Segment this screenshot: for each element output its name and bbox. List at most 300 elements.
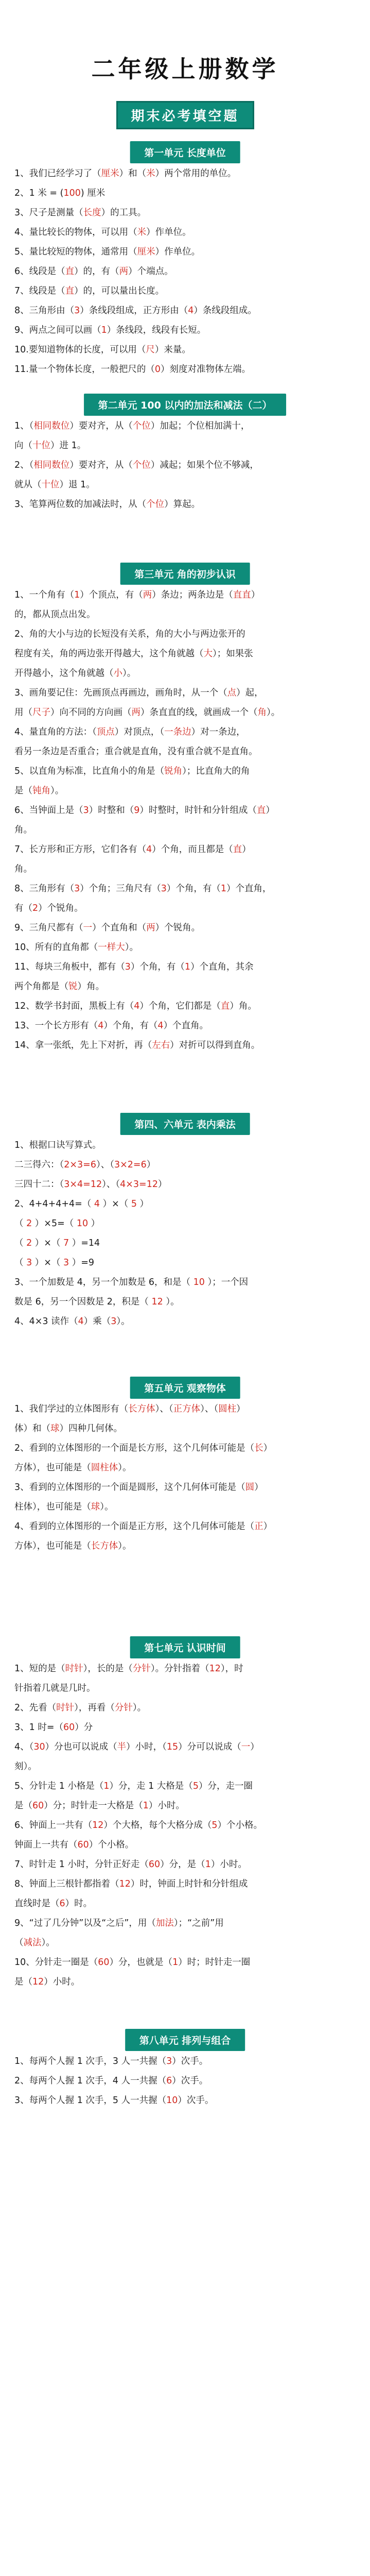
question-line — [14, 1933, 354, 1953]
question-text: 5、量比较短的物体，通常用（ — [14, 247, 137, 257]
question-line — [14, 1835, 354, 1855]
question-line — [14, 1253, 354, 1273]
answer-blank: 一 — [83, 923, 93, 933]
section-unit-3 — [14, 585, 354, 1055]
question-text: ）个直角。 — [163, 1021, 209, 1031]
answer-blank: 100 — [63, 188, 81, 198]
answer-blank: 6 — [59, 1899, 65, 1909]
question-text: 6、钟面上一共有（ — [14, 1820, 93, 1831]
answer-blank: 大 — [203, 649, 213, 659]
question-text: 角。 — [14, 864, 32, 874]
question-line — [14, 340, 354, 360]
question-text: ）条边；两条边是（ — [152, 590, 233, 600]
question-line — [14, 1894, 354, 1913]
question-line — [14, 223, 354, 242]
answer-blank: 角 — [257, 707, 267, 718]
question-line — [14, 664, 354, 683]
answer-blank: 1 — [172, 1957, 179, 1968]
section-unit-4-6 — [14, 1136, 354, 1331]
answer-blank: 厘米 — [137, 247, 155, 257]
answer-blank: 分针 — [132, 1664, 151, 1674]
question-text: 2、角的大小与边的长短没有关系，角的大小与两边张开的 — [14, 629, 245, 639]
question-text: 13、一个长方形有（ — [14, 1021, 98, 1031]
question-line — [14, 1679, 354, 1698]
question-text: ）进 1。 — [50, 440, 86, 451]
question-line — [14, 183, 354, 203]
question-line — [14, 2091, 354, 2110]
question-text: ）四种几何体。 — [59, 1423, 122, 1434]
answer-blank: 锐 — [68, 981, 78, 992]
answer-blank: 直 — [256, 805, 266, 816]
answer-blank: 长方体 — [128, 1404, 155, 1414]
question-text: ）个角，它们都是（ — [139, 1001, 221, 1011]
question-text: ）乘（ — [83, 1316, 111, 1327]
question-text: ） — [266, 805, 275, 816]
question-text: 4、4×3 读作（ — [14, 1316, 78, 1327]
question-line — [14, 1913, 354, 1933]
section-unit-2 — [14, 416, 354, 514]
answer-blank: 个位 — [132, 460, 151, 470]
answer-blank: 3 — [83, 805, 89, 816]
answer-blank: 4 — [157, 1021, 164, 1031]
question-text: ）分，走 1 大格是（ — [109, 1781, 193, 1791]
section-banner-unit-7: 第七单元 认识时间 — [130, 1636, 240, 1658]
question-text: ）对折可以得到直角。 — [170, 1040, 260, 1050]
section-banner-unit-2: 第二单元 100 以内的加法和减法（二） — [84, 394, 287, 416]
answer-blank: 球 — [91, 1502, 100, 1512]
question-line — [14, 585, 354, 605]
question-text: ）分，走一圈 — [198, 1781, 253, 1791]
answer-blank: 60 — [98, 1957, 110, 1968]
question-text: ）条线段组成。 — [193, 306, 257, 316]
answer-blank: 3 — [74, 884, 80, 894]
answer-blank: 4 — [146, 844, 152, 855]
question-line — [14, 1194, 354, 1214]
question-text: ）时。 — [65, 1899, 93, 1909]
answer-blank: 一样大 — [98, 942, 125, 953]
question-text: ） — [136, 1199, 149, 1209]
question-text: ）×（ — [100, 1199, 131, 1209]
question-text: ）、（ — [96, 1160, 114, 1170]
question-text: ）=14 — [69, 1238, 100, 1248]
question-text: ） — [254, 1482, 263, 1493]
answer-blank: 左右 — [152, 1040, 170, 1050]
question-text: 8、钟面上三根针都指着（ — [14, 1879, 119, 1889]
question-line — [14, 416, 354, 436]
answer-blank: 相同数位 — [33, 460, 70, 470]
answer-blank: 1 — [143, 1801, 149, 1811]
question-text: 是（ — [14, 786, 32, 796]
question-text: ）时；时针走一圈 — [178, 1957, 251, 1968]
question-line — [14, 455, 354, 475]
question-line — [14, 820, 354, 840]
question-text: ）次手。 — [172, 2056, 208, 2066]
answer-blank: 厘米 — [101, 168, 119, 179]
answer-blank: 1 — [220, 884, 227, 894]
question-text: ）个角，有（ — [166, 884, 221, 894]
question-line — [14, 1155, 354, 1175]
question-text: 3、笔算两位数的加减法时，从（ — [14, 499, 147, 510]
question-text: 8、三角形由（ — [14, 306, 75, 316]
question-line — [14, 742, 354, 761]
answer-blank: 10 — [193, 1277, 205, 1287]
answer-blank: 直 — [220, 1001, 230, 1011]
answer-blank: 4×3=12 — [120, 1179, 158, 1190]
question-text: ）。 — [118, 1541, 132, 1551]
answer-blank: 2×3=6 — [64, 1160, 96, 1170]
question-text: ）。 — [118, 1463, 132, 1473]
question-line — [14, 605, 354, 624]
subtitle-badge: 期末必考填空题 — [116, 101, 254, 129]
question-line — [14, 1292, 354, 1312]
answer-blank: 5 — [192, 1781, 199, 1791]
question-text: 6、线段是（ — [14, 266, 65, 277]
question-text: 2、先看（ — [14, 1703, 57, 1713]
question-text: ）个大格，每个大格分成（ — [103, 1820, 212, 1831]
question-text: ）个端点。 — [128, 266, 173, 277]
question-text: ）条直直的线，就画成一个（ — [140, 707, 258, 718]
answer-blank: 9 — [134, 805, 140, 816]
answer-blank: 顶点 — [96, 727, 115, 737]
question-text: （ — [14, 1938, 24, 1948]
question-text: ）、（ — [155, 1404, 173, 1414]
question-text: ）个角，有（ — [130, 962, 185, 972]
answer-blank: 12 — [92, 1820, 104, 1831]
answer-blank: 小 — [113, 668, 122, 679]
question-line — [14, 1175, 354, 1194]
question-line — [14, 360, 354, 379]
question-text: 数是 6，另一个因数是 2，积是（ — [14, 1297, 152, 1307]
question-text: ）个角，有（ — [103, 1021, 158, 1031]
question-line — [14, 436, 354, 455]
question-text: ）加起；个位相加满十， — [150, 421, 250, 431]
question-line — [14, 1737, 354, 1757]
question-text: 看另一条边是否重合；重合就是直角，没有重合就不是直角。 — [14, 747, 258, 757]
question-line — [14, 1419, 354, 1438]
answer-blank: 3 — [161, 884, 167, 894]
answer-blank: 尺子 — [32, 707, 50, 718]
answer-blank: 3 — [63, 1258, 69, 1268]
question-text: ）刻度对准物体左端。 — [160, 364, 251, 375]
answer-blank: 一 — [241, 1742, 251, 1752]
question-text: ) 厘米 — [80, 188, 105, 198]
question-line — [14, 879, 354, 899]
question-text: 5、分针走 1 小格是（ — [14, 1781, 104, 1791]
question-line — [14, 262, 354, 281]
question-text: 7、线段是（ — [14, 286, 65, 296]
question-text: 1、（ — [14, 421, 34, 431]
question-line — [14, 644, 354, 664]
question-text: 4、量直角的方法：（ — [14, 727, 97, 737]
question-text: 角。 — [14, 825, 32, 835]
question-text: ）次手。 — [178, 2095, 214, 2106]
section-unit-1 — [14, 164, 354, 379]
question-text: 就从（ — [14, 480, 42, 490]
question-line — [14, 203, 354, 223]
question-line — [14, 996, 354, 1016]
question-line — [14, 1536, 354, 1556]
question-line — [14, 1399, 354, 1419]
answer-blank: 球 — [50, 1423, 60, 1434]
answer-blank: 相同数位 — [33, 421, 70, 431]
answer-blank: 一条边 — [164, 727, 191, 737]
question-text: ）×5=（ — [32, 1218, 77, 1229]
answer-blank: 正 — [254, 1521, 263, 1532]
question-text: ）减起；如果个位不够减， — [150, 460, 259, 470]
question-line — [14, 977, 354, 996]
question-text: ），再看（ — [74, 1703, 115, 1713]
section-unit-5 — [14, 1399, 354, 1556]
section-unit-7 — [14, 1659, 354, 1992]
question-text: 10、分针走一圈是（ — [14, 1957, 98, 1968]
answer-blank: 钝角 — [32, 786, 50, 796]
question-line — [14, 1816, 354, 1835]
question-text: 1、每两个人握 1 次手，3 人一共握（ — [14, 2056, 167, 2066]
question-text: ）。 — [23, 1761, 37, 1772]
question-text: 11、每块三角板中，都有（ — [14, 962, 125, 972]
section-unit-8 — [14, 2052, 354, 2110]
question-text: ）、（ — [200, 1404, 219, 1414]
question-text: ），也可能是（ — [32, 1463, 91, 1473]
section-banner-unit-5: 第五单元 观察物体 — [130, 1377, 240, 1399]
answer-blank: 加法 — [155, 1918, 174, 1928]
question-text: 2、1 米 = ( — [14, 188, 64, 198]
answer-blank: 个位 — [132, 421, 151, 431]
answer-blank: 1 — [184, 962, 191, 972]
question-text: 方体 — [14, 1541, 32, 1551]
question-text: 9、三角尺都有（ — [14, 923, 83, 933]
answer-blank: 1 — [103, 1781, 110, 1791]
answer-blank: 圆 — [245, 1482, 255, 1493]
question-line — [14, 722, 354, 742]
question-text: ）个锐角。 — [38, 903, 83, 913]
question-line — [14, 2071, 354, 2091]
question-text: ）=9 — [69, 1258, 95, 1268]
answer-blank: 1 — [101, 325, 107, 335]
question-text: ） — [263, 1521, 273, 1532]
answer-blank: 圆柱 — [218, 1404, 237, 1414]
answer-blank: 长度 — [83, 208, 101, 218]
question-text: ）。 — [163, 1297, 180, 1307]
answer-blank: 米 — [137, 227, 147, 238]
question-text: ） — [242, 844, 251, 855]
question-text: ）×（ — [32, 1238, 64, 1248]
answer-blank: 直 — [65, 266, 75, 277]
answer-blank: 4 — [78, 1316, 84, 1327]
question-line — [14, 1458, 354, 1478]
answer-blank: 0 — [154, 364, 161, 375]
question-line — [14, 624, 354, 644]
question-text: ）作单位。 — [146, 227, 191, 238]
answer-blank: 个位 — [146, 499, 165, 510]
question-line — [14, 957, 354, 977]
answer-blank: 60 — [63, 1722, 75, 1733]
answer-blank: 60 — [77, 1840, 89, 1850]
question-text: 5、以直角为标准，比直角小的角是（ — [14, 766, 165, 776]
question-text: ）。分针指着（ — [150, 1664, 209, 1674]
answer-blank: 30 — [33, 1742, 45, 1752]
question-line — [14, 281, 354, 301]
section-banner-unit-3: 第三单元 角的初步认识 — [120, 563, 250, 585]
question-text: ）。 — [50, 786, 64, 796]
answer-blank: 7 — [63, 1238, 69, 1248]
section-banner-unit-4-6: 第四、六单元 表内乘法 — [120, 1113, 250, 1135]
question-text: ）；如果张 — [213, 649, 253, 659]
question-text: ）。 — [100, 1502, 114, 1512]
answer-blank: 1 — [205, 1859, 211, 1870]
answer-blank: 5 — [131, 1199, 137, 1209]
question-text: ）个角；三角尺有（ — [80, 884, 161, 894]
answer-blank: 3 — [125, 962, 131, 972]
question-line — [14, 1312, 354, 1331]
question-text: ），时 — [220, 1664, 243, 1674]
question-text: 开得越小，这个角就越（ — [14, 668, 114, 679]
question-text: 2、4+4+4+4=（ — [14, 1199, 94, 1209]
question-text: 柱体 — [14, 1502, 32, 1512]
question-text: ）分；时针走一大格是（ — [44, 1801, 143, 1811]
question-text: 7、时针走 1 小时，分针正好走（ — [14, 1859, 149, 1870]
question-text: ）对一条边， — [191, 727, 245, 737]
answer-blank: 尺 — [146, 345, 155, 355]
question-text: 7、长方形和正方形，它们各有（ — [14, 844, 147, 855]
answer-blank: 圆柱体 — [91, 1463, 118, 1473]
question-line — [14, 1718, 354, 1737]
question-text: 10、所有的直角都（ — [14, 942, 98, 953]
answer-blank: 3×4=12 — [64, 1179, 102, 1190]
answer-blank: 2 — [32, 903, 39, 913]
question-text: ）角。 — [77, 981, 104, 992]
question-text: （ — [14, 1238, 27, 1248]
question-text: ）的工具。 — [101, 208, 147, 218]
question-text: ）个小格。 — [217, 1820, 263, 1831]
question-line — [14, 1136, 354, 1155]
question-text: ）分可以说成（ — [178, 1742, 241, 1752]
question-text: ）次手。 — [172, 2076, 208, 2086]
question-line — [14, 1776, 354, 1796]
question-line — [14, 1497, 354, 1517]
question-text: ）个直角， — [226, 884, 272, 894]
answer-blank: 两 — [146, 923, 155, 933]
question-text: 4、量比较长的物体，可以用（ — [14, 227, 137, 238]
question-text: 11.量一个物体长度，一般把尺的（ — [14, 364, 155, 375]
question-text: 2、每两个人握 1 次手，4 人一共握（ — [14, 2076, 167, 2086]
question-text: 1、我们学过的立体图形有（ — [14, 1404, 129, 1414]
question-text: 体）和（ — [14, 1423, 50, 1434]
question-text: ）算起。 — [164, 499, 201, 510]
question-text: 3、看到的立体图形的一个面是圆形，这个几何体可能是（ — [14, 1482, 245, 1493]
question-text: 3、每两个人握 1 次手，5 人一共握（ — [14, 2095, 167, 2106]
answer-blank: 半 — [117, 1742, 127, 1752]
answer-blank: 十位 — [32, 440, 50, 451]
question-text: 3、尺子是测量（ — [14, 208, 83, 218]
question-text: 1、短的是（ — [14, 1664, 65, 1674]
answer-blank: 3 — [74, 306, 80, 316]
answer-blank: 10 — [76, 1218, 89, 1229]
question-line — [14, 2052, 354, 2071]
question-text: ）时，钟面上时针和分针组成 — [130, 1879, 248, 1889]
answer-blank: 4 — [94, 1199, 100, 1209]
question-text: ）个角，而且都是（ — [152, 844, 233, 855]
question-line — [14, 781, 354, 801]
answer-blank: 锐角 — [164, 766, 183, 776]
question-text: ） — [88, 1218, 100, 1229]
question-text: ）分也可以说成（ — [45, 1742, 117, 1752]
question-text: 刻 — [14, 1761, 24, 1772]
question-line — [14, 1659, 354, 1679]
answer-blank: 6 — [166, 2076, 172, 2086]
question-text: 用（ — [14, 707, 32, 718]
question-text: ）个小格。 — [89, 1840, 134, 1850]
question-text: ）作单位。 — [155, 247, 201, 257]
answer-blank: 60 — [32, 1801, 44, 1811]
question-line — [14, 840, 354, 859]
section-banner-unit-1: 第一单元 长度单位 — [130, 141, 240, 163]
question-text: 钟面上一共有（ — [14, 1840, 78, 1850]
question-text: （ — [14, 1258, 27, 1268]
answer-blank: 3 — [111, 1316, 117, 1327]
question-line — [14, 938, 354, 957]
question-line — [14, 683, 354, 703]
question-text: ） — [250, 1742, 259, 1752]
question-line — [14, 1273, 354, 1292]
question-line — [14, 320, 354, 340]
section-banner-unit-8: 第八单元 排列与组合 — [125, 2029, 245, 2051]
question-text: ）；比直角大的角 — [182, 766, 250, 776]
question-line — [14, 761, 354, 781]
question-text: ）。 — [122, 668, 136, 679]
question-text: 6、当钟面上是（ — [14, 805, 83, 816]
question-text: ）个直角，其余 — [190, 962, 254, 972]
answer-blank: 1 — [74, 590, 80, 600]
question-text: ）；一个因 — [204, 1277, 249, 1287]
question-text: ）、（ — [102, 1179, 120, 1190]
answer-blank: 12 — [209, 1664, 221, 1674]
question-text: 3、画角要记住：先画顶点再画边，画角时，从一个（ — [14, 688, 227, 698]
question-line — [14, 918, 354, 938]
question-text: 的，都从顶点出发。 — [14, 609, 96, 620]
question-line — [14, 1874, 354, 1894]
answer-blank: 直 — [65, 286, 75, 296]
question-text: 4、（ — [14, 1742, 34, 1752]
question-text: ）。 — [125, 942, 139, 953]
question-text: 是（ — [14, 1977, 32, 1987]
answer-blank: 时针 — [56, 1703, 75, 1713]
question-line — [14, 1214, 354, 1233]
question-text: 9、两点之间可以画（ — [14, 325, 101, 335]
question-line — [14, 1016, 354, 1036]
answer-blank: 减法 — [23, 1938, 42, 1948]
question-text: 向（ — [14, 440, 32, 451]
question-line — [14, 164, 354, 183]
question-text: 2、看到的立体图形的一个面是长方形，这个几何体可能是（ — [14, 1443, 255, 1453]
answer-blank: 3 — [166, 2056, 172, 2066]
answer-blank: 直直 — [233, 590, 251, 600]
question-text: ）。 — [116, 1316, 130, 1327]
question-text: 3、1 时=（ — [14, 1722, 63, 1733]
question-line — [14, 1478, 354, 1497]
question-text: ）小时。 — [148, 1801, 185, 1811]
answer-blank: 5 — [212, 1820, 218, 1831]
question-text: 直线时是（ — [14, 1899, 60, 1909]
question-text: ）角。 — [230, 1001, 257, 1011]
answer-blank: 两 — [143, 590, 152, 600]
question-text: ）条线段组成，正方形由（ — [80, 306, 188, 316]
question-text: 4、看到的立体图形的一个面是正方形，这个几何体可能是（ — [14, 1521, 255, 1532]
question-text: ）个直角和（ — [92, 923, 147, 933]
answer-blank: 15 — [166, 1742, 179, 1752]
answer-blank: 点 — [227, 688, 237, 698]
question-text: ）；“之前”用 — [173, 1918, 224, 1928]
